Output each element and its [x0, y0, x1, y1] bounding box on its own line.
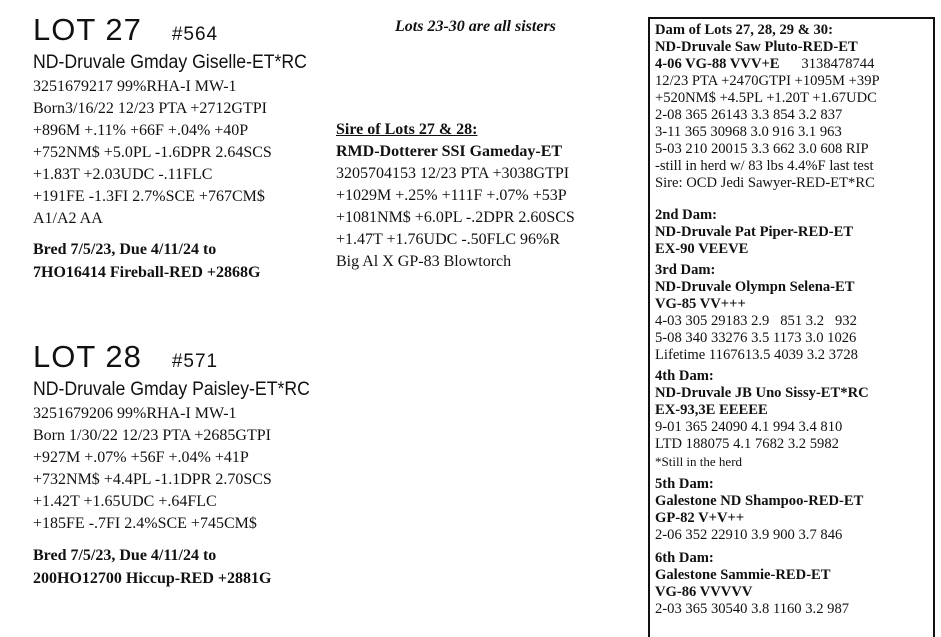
stat-line: +1.83T +2.03UDC -.11FLC — [33, 166, 213, 183]
ped-score: VG-86 VVVVV — [655, 584, 753, 600]
4th-dam-section — [655, 368, 928, 470]
6th-dam-section — [655, 550, 928, 618]
stat-line: +752NM$ +5.0PL -1.6DPR 2.64SCS — [33, 144, 272, 161]
ped-name: Galestone ND Shampoo-RED-ET — [655, 493, 864, 509]
cow-stats — [33, 76, 328, 230]
ped-score: GP-82 V+V++ — [655, 510, 745, 526]
stat-line: Born 1/30/22 12/23 PTA +2685GTPI — [33, 427, 271, 444]
stat-line: +896M +.11% +66F +.04% +40P — [33, 122, 249, 139]
lot-27-block — [33, 12, 328, 284]
stat-line: A1/A2 AA — [33, 210, 103, 227]
ped-score: EX-90 VEEVE — [655, 241, 749, 257]
bred-line: 200HO12700 Hiccup-RED +2881G — [33, 570, 272, 587]
stat-line: +191FE -1.3FI 2.7%SCE +767CM$ — [33, 188, 265, 205]
lot-catalog-number: #571 — [171, 351, 219, 372]
lot-28-block — [33, 339, 331, 590]
ped-line: 5-03 210 20015 3.3 662 3.0 608 RIP — [655, 141, 869, 157]
stat-line: +1.42T +1.65UDC +.64FLC — [33, 493, 217, 510]
ped-line: 2-06 352 22910 3.9 900 3.7 846 — [655, 527, 843, 543]
ped-note: *Still in the herd — [655, 454, 743, 469]
pedigree-box — [648, 17, 935, 637]
sire-name: RMD-Dotterer SSI Gameday-ET — [336, 143, 563, 160]
ped-score: EX-93,3E EEEEE — [655, 402, 768, 418]
sisters-note: Lots 23-30 are all sisters — [395, 18, 556, 35]
bred-line: 7HO16414 Fireball-RED +2868G — [33, 264, 261, 281]
ped-line: 5-08 340 33276 3.5 1173 3.0 1026 — [655, 330, 857, 346]
cow-name: ND-Druvale Gmday Paisley-ET*RC — [33, 379, 310, 400]
lot-label: LOT 28 — [33, 339, 142, 374]
sire-line: +1029M +.25% +111F +.07% +53P — [336, 187, 567, 204]
breeding-info — [33, 238, 328, 284]
ped-heading: 3rd Dam: — [655, 262, 716, 278]
ped-line: +520NM$ +4.5PL +1.20T +1.67UDC — [655, 90, 877, 106]
ped-score-line — [655, 56, 928, 73]
ped-heading: 4th Dam: — [655, 368, 714, 384]
ped-line: LTD 188075 4.1 7682 3.2 5982 — [655, 436, 839, 452]
ped-score: VG-85 VV+++ — [655, 296, 746, 312]
ped-score: 4-06 VG-88 VVV+E — [655, 56, 780, 72]
ped-name: ND-Druvale Olympn Selena-ET — [655, 279, 855, 295]
bred-line: Bred 7/5/23, Due 4/11/24 to — [33, 547, 217, 564]
3rd-dam-section — [655, 262, 928, 364]
ped-name: ND-Druvale Saw Pluto-RED-ET — [655, 39, 858, 55]
ped-heading: Dam of Lots 27, 28, 29 & 30: — [655, 22, 833, 38]
stat-line: 3251679206 99%RHA-I MW-1 — [33, 405, 237, 422]
sire-line: +1.47T +1.76UDC -.50FLC 96%R — [336, 231, 560, 248]
cow-stats — [33, 403, 331, 535]
cow-name: ND-Druvale Gmday Giselle-ET*RC — [33, 52, 307, 73]
lot-catalog-number: #564 — [171, 24, 219, 45]
dam-section — [655, 22, 928, 192]
lot-heading — [33, 12, 328, 48]
sire-title: Sire of Lots 27 & 28: — [336, 121, 478, 138]
ped-line: 2-08 365 26143 3.3 854 3.2 837 — [655, 107, 843, 123]
ped-line: Lifetime 1167613.5 4039 3.2 3728 — [655, 347, 858, 363]
2nd-dam-section — [655, 207, 928, 258]
stat-line: Born3/16/22 12/23 PTA +2712GTPI — [33, 100, 267, 117]
ped-line: 2-03 365 30540 3.8 1160 3.2 987 — [655, 601, 850, 617]
breeding-info — [33, 544, 331, 590]
stat-line: 3251679217 99%RHA-I MW-1 — [33, 78, 237, 95]
sire-block — [336, 119, 575, 273]
ped-line: Sire: OCD Jedi Sawyer-RED-ET*RC — [655, 175, 875, 191]
ped-name: ND-Druvale JB Uno Sissy-ET*RC — [655, 385, 869, 401]
ped-line: 9-01 365 24090 4.1 994 3.4 810 — [655, 419, 843, 435]
5th-dam-section — [655, 476, 928, 544]
ped-name: Galestone Sammie-RED-ET — [655, 567, 831, 583]
lot-heading — [33, 339, 331, 375]
sire-line: +1081NM$ +6.0PL -.2DPR 2.60SCS — [336, 209, 575, 226]
ped-heading: 2nd Dam: — [655, 207, 718, 223]
sire-line: 3205704153 12/23 PTA +3038GTPI — [336, 165, 570, 182]
ped-heading: 6th Dam: — [655, 550, 714, 566]
ped-name: ND-Druvale Pat Piper-RED-ET — [655, 224, 854, 240]
sire-line: Big Al X GP-83 Blowtorch — [336, 253, 512, 270]
ped-line: 4-03 305 29183 2.9 851 3.2 932 — [655, 313, 857, 329]
stat-line: +185FE -.7FI 2.4%SCE +745CM$ — [33, 515, 257, 532]
stat-line: +927M +.07% +56F +.04% +41P — [33, 449, 249, 466]
bred-line: Bred 7/5/23, Due 4/11/24 to — [33, 241, 217, 258]
ped-heading: 5th Dam: — [655, 476, 714, 492]
lot-label: LOT 27 — [33, 12, 142, 47]
ped-reg-number: 3138478744 — [779, 56, 875, 72]
ped-line: -still in herd w/ 83 lbs 4.4%F last test — [655, 158, 874, 174]
ped-line: 12/23 PTA +2470GTPI +1095M +39P — [655, 73, 880, 89]
ped-line: 3-11 365 30968 3.0 916 3.1 963 — [655, 124, 842, 140]
stat-line: +732NM$ +4.4PL -1.1DPR 2.70SCS — [33, 471, 272, 488]
